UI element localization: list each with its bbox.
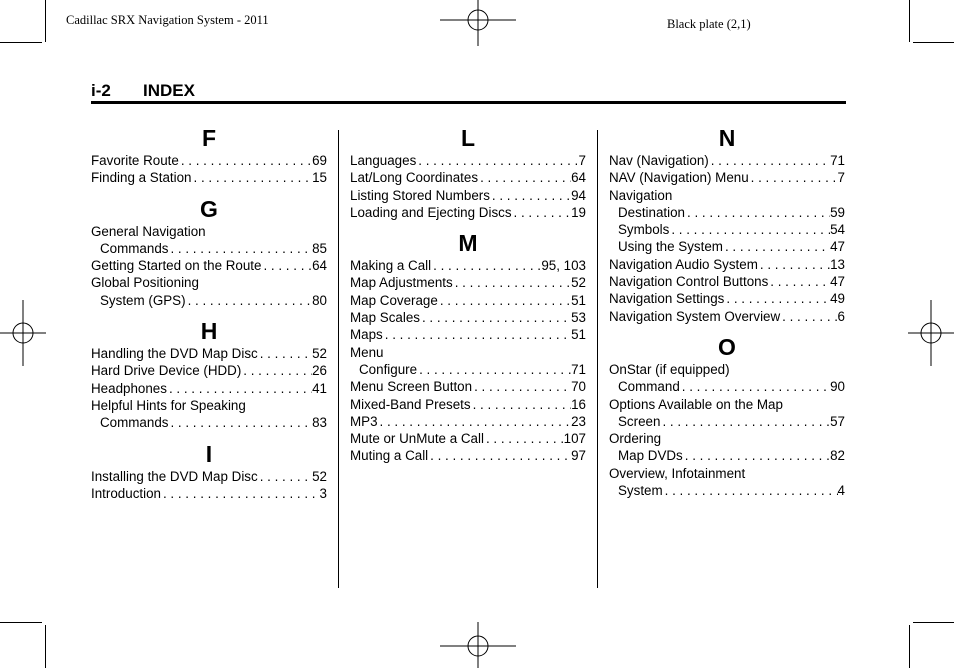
dot-leader [420,309,571,326]
dot-leader [179,152,312,169]
index-entry [350,361,586,378]
index-entry [609,447,845,464]
entry-page: 54 [830,222,845,238]
index-entry [609,308,845,325]
entry-page: 83 [312,415,327,431]
page-number: i-2 [91,81,111,100]
index-entry [350,169,586,186]
dot-leader [378,413,572,430]
entry-text: Loading and Ejecting Discs [350,204,512,220]
entry-text: Getting Started on the Route [91,258,262,274]
index-entry [91,397,327,414]
dot-leader [416,152,578,169]
dot-leader [709,152,830,169]
entry-page: 47 [830,274,845,290]
dot-leader [453,274,571,291]
entry-text: System (GPS) [100,292,186,308]
entry-page: 19 [571,204,586,220]
dot-leader [749,169,838,186]
entry-page: 51 [571,292,586,308]
index-entry [91,152,327,169]
index-entry [609,256,845,273]
entry-page: 15 [312,170,327,186]
entry-text: Navigation Control Buttons [609,274,769,290]
index-entry [350,378,586,395]
entry-page: 52 [312,468,327,484]
index-entry [609,187,845,204]
dot-leader [417,361,571,378]
entry-text: Options Available on the Map [609,396,783,412]
index-entry [350,396,586,413]
dot-leader [780,308,837,325]
dot-leader [724,290,830,307]
entry-page: 53 [571,310,586,326]
dot-leader [490,187,571,204]
index-column-2 [350,124,586,465]
dot-leader [431,257,541,274]
index-entry [609,238,845,255]
entry-text: Map Adjustments [350,275,453,291]
index-entry [609,169,845,186]
dot-leader [258,345,312,362]
entry-page: 51 [571,327,586,343]
dot-leader [471,396,572,413]
index-entry [91,169,327,186]
entry-text: Muting a Call [350,448,429,464]
index-entry [91,345,327,362]
index-section [350,229,586,465]
index-entry [609,378,845,395]
registration-mark-bottom [440,622,516,668]
entry-text: Overview, Infotainment [609,465,746,481]
entry-text: Helpful Hints for Speaking [91,397,246,413]
entry-text: Menu [350,344,384,360]
entry-text: Favorite Route [91,153,179,168]
index-section [350,124,586,221]
index-letter: N [718,125,736,151]
index-entry [350,309,586,326]
index-entry [609,465,845,482]
index-entry [609,413,845,430]
registration-mark-left [0,300,46,366]
index-letter: M [458,230,478,257]
dot-leader [186,292,313,309]
title-rule [91,101,846,104]
index-entry [609,482,845,499]
entry-text: Installing the DVD Map Disc [91,468,258,484]
index-entry [91,414,327,431]
entry-text: Navigation Settings [609,291,725,307]
index-entry [609,430,845,447]
entry-page: 82 [830,448,845,464]
index-section [91,317,327,431]
dot-leader [512,204,572,221]
entry-text: Maps [350,327,383,343]
index-entry [350,413,586,430]
entry-page: 7 [837,170,845,186]
dot-leader [663,482,838,499]
index-entry [350,292,586,309]
entry-text: Headphones [91,380,167,396]
entry-text: Introduction [91,485,161,501]
index-column-3 [609,124,845,499]
dot-leader [683,447,830,464]
entry-page: 80 [312,292,327,308]
entry-text: Screen [618,413,661,429]
entry-text: Configure [359,361,418,377]
entry-page: 6 [837,308,845,324]
entry-text: General Navigation [91,223,206,239]
entry-text: Commands [100,415,169,431]
entry-text: NAV (Navigation) Menu [609,170,749,186]
entry-page: 107 [563,431,586,447]
index-section [91,440,327,503]
entry-text: MP3 [350,413,378,429]
entry-page: 3 [319,485,327,501]
entry-text: Menu Screen Button [350,379,473,395]
entry-page: 23 [571,413,586,429]
entry-page: 57 [830,413,845,429]
dot-leader [428,447,571,464]
index-entry [609,221,845,238]
entry-page: 4 [837,483,845,499]
entry-page: 70 [571,379,586,395]
entry-page: 69 [312,153,327,168]
registration-mark-top [440,0,516,46]
entry-page: 41 [312,380,327,396]
entry-text: Navigation Audio System [609,256,758,272]
page-title [91,81,195,101]
dot-leader [438,292,571,309]
index-entry [350,187,586,204]
entry-text: Mute or UnMute a Call [350,431,484,447]
entry-text: Commands [100,240,169,256]
dot-leader [669,221,830,238]
registration-mark-right [908,300,954,366]
entry-page: 90 [830,379,845,395]
index-entry [91,485,327,502]
entry-page: 85 [312,240,327,256]
dot-leader [478,169,571,186]
index-letter: O [718,333,736,360]
entry-text: Handling the DVD Map Disc [91,346,258,362]
index-entry [609,290,845,307]
column-divider [338,130,339,588]
entry-page: 94 [571,187,586,203]
dot-leader [258,468,312,485]
entry-page: 49 [830,291,845,307]
index-entry [350,274,586,291]
dot-leader [161,485,320,502]
index-letter: H [200,318,218,345]
entry-text: Hard Drive Device (HDD) [91,363,242,379]
index-entry [350,257,586,274]
entry-text: Listing Stored Numbers [350,187,490,203]
index-entry [91,274,327,291]
entry-page: 64 [312,258,327,274]
index-entry [609,273,845,290]
entry-page: 71 [830,153,845,168]
entry-page: 71 [571,361,586,377]
entry-text: Ordering [609,431,662,447]
entry-page: 95, 103 [541,258,586,274]
index-letter: F [201,125,217,151]
entry-text: Languages [350,153,417,168]
dot-leader [472,378,571,395]
index-entry [91,240,327,257]
entry-page: 7 [578,153,586,168]
dot-leader [241,362,312,379]
entry-page: 64 [571,170,586,186]
index-letter: I [205,440,213,467]
dot-leader [723,238,830,255]
index-entry [609,204,845,221]
index-entry [91,223,327,240]
entry-page: 47 [830,239,845,255]
index-section [609,124,845,325]
entry-text: Nav (Navigation) [609,153,709,168]
dot-leader [680,378,830,395]
index-entry [91,362,327,379]
entry-text: Command [618,379,680,395]
index-letter: L [460,125,476,151]
index-letter: G [200,195,218,222]
entry-text: Making a Call [350,258,432,274]
entry-text: Symbols [618,222,670,238]
entry-page: 97 [571,448,586,464]
entry-text: Lat/Long Coordinates [350,170,479,186]
entry-text: Mixed-Band Presets [350,396,471,412]
index-section [609,333,845,499]
entry-text: Map DVDs [618,448,683,464]
index-entry [350,326,586,343]
index-entry [91,380,327,397]
dot-leader [192,169,313,186]
section-title: INDEX [143,81,195,100]
index-entry [350,430,586,447]
index-entry [91,468,327,485]
index-section [91,124,327,187]
dot-leader [768,273,830,290]
dot-leader [168,414,312,431]
index-entry [91,292,327,309]
entry-text: Finding a Station [91,170,192,186]
entry-page: 16 [571,396,586,412]
entry-text: Navigation System Overview [609,308,781,324]
entry-text: Navigation [609,187,673,203]
index-entry [609,361,845,378]
entry-page: 13 [830,256,845,272]
index-section [91,195,327,309]
dot-leader [167,380,312,397]
index-entry [350,204,586,221]
index-entry [609,396,845,413]
entry-page: 52 [312,346,327,362]
dot-leader [660,413,830,430]
column-divider [597,130,598,588]
dot-leader [484,430,564,447]
index-entry [350,447,586,464]
index-column-1 [91,124,327,502]
entry-text: Using the System [618,239,723,255]
entry-text: OnStar (if equipped) [609,361,730,377]
dot-leader [383,326,571,343]
entry-page: 52 [571,275,586,291]
dot-leader [261,257,312,274]
entry-page: 59 [830,204,845,220]
entry-page: 26 [312,363,327,379]
dot-leader [758,256,830,273]
dot-leader [685,204,830,221]
index-entry [350,344,586,361]
index-entry [350,152,586,169]
dot-leader [168,240,312,257]
index-entry [91,257,327,274]
plate-label: Black plate (2,1) [667,17,751,31]
entry-text: System [618,483,663,499]
entry-text: Map Coverage [350,292,438,308]
entry-text: Map Scales [350,310,420,326]
document-header-title: Cadillac SRX Navigation System - 2011 [66,13,269,27]
index-entry [609,152,845,169]
entry-text: Global Positioning [91,275,199,291]
entry-text: Destination [618,204,685,220]
